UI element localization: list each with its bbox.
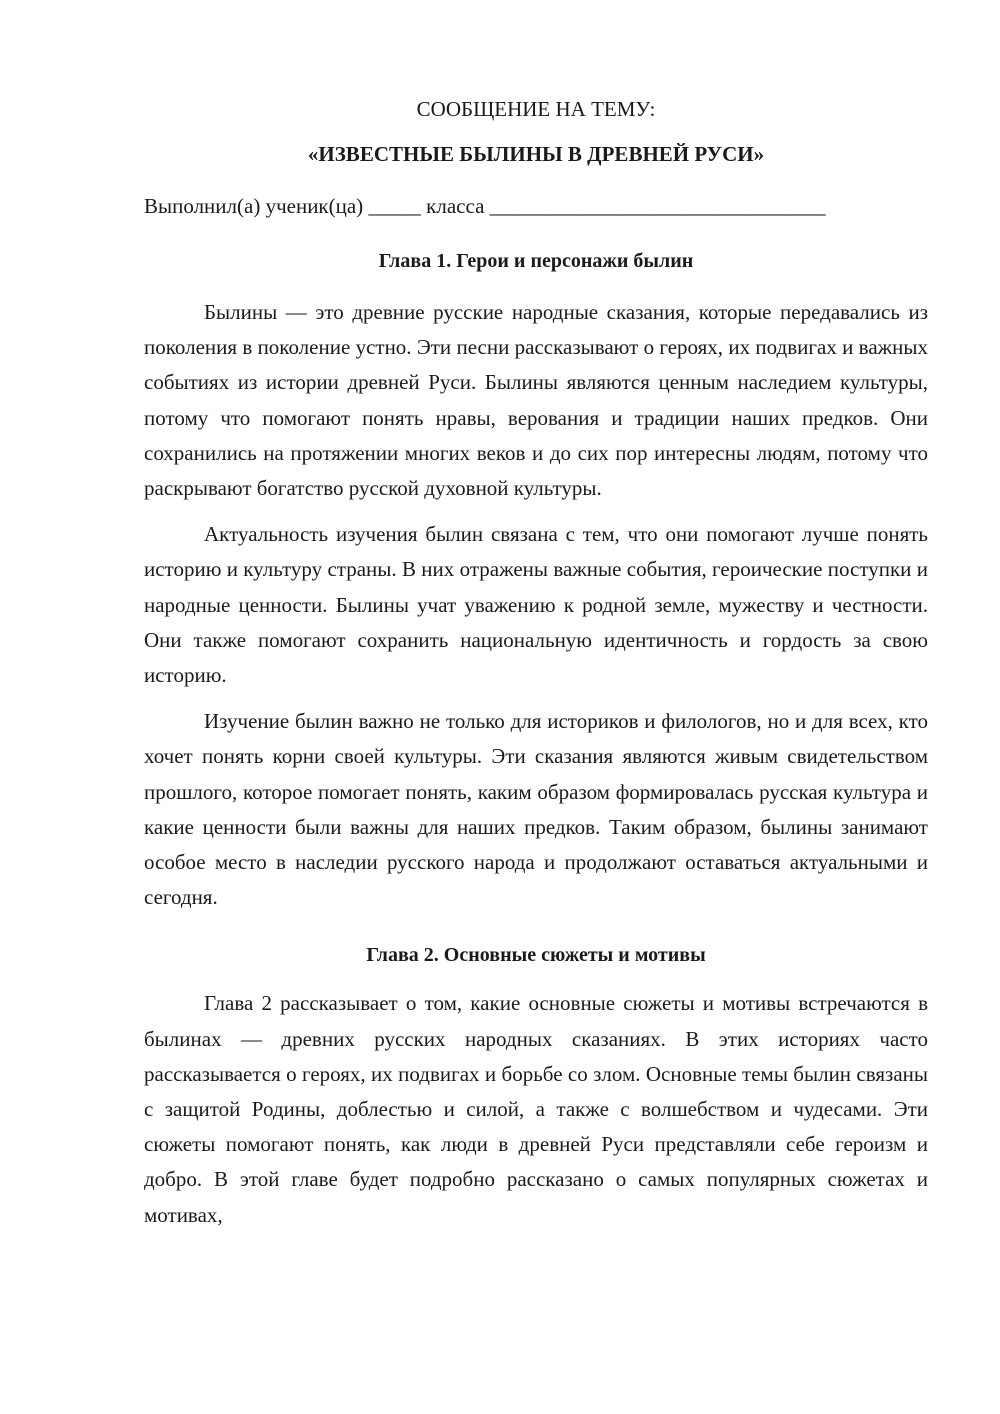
chapter-1-paragraph-1: Былины — это древние русские народные сказания, которые передавались из поколения в поколение устно. Эти песни рассказывают о героях, их подвигах и важных событиях из истории древней Руси. Былины являются ценным наследием культуры, потому что помогают понять нравы, верования и традиции наших предков. Они сохранились на протяжении многих веков и до сих пор интересны людям, потому что раскрывают богатство русской духовной культуры. <box>144 300 928 501</box>
document-page <box>144 92 928 1233</box>
chapter-2-heading: Глава 2. Основные сюжеты и мотивы <box>366 944 706 967</box>
document-title-line-2: «ИЗВЕСТНЫЕ БЫЛИНЫ В ДРЕВНЕЙ РУСИ» <box>307 142 765 166</box>
chapter-1-paragraph-3: Изучение былин важно не только для историков и филологов, но и для всех, кто хочет понять корни своей культуры. Эти сказания являются живым свидетельством прошлого, которое помогает понять, каким образом формировалась русская культура и какие ценности были важны для наших предков. Таким образом, былины занимают особое место в наследии русского народа и продолжают оставаться актуальными и сегодня. <box>144 709 928 910</box>
chapter-1-heading: Глава 1. Герои и персонажи былин <box>378 250 694 272</box>
document-title-line-1: СООБЩЕНИЕ НА ТЕМУ: <box>416 97 656 121</box>
chapter-2-paragraph-1: Глава 2 рассказывает о том, какие основные сюжеты и мотивы встречаются в былинах — древних русских народных сказаниях. В этих историях часто рассказывается о героях, их подвигах и борьбе со злом. Основные темы былин связаны с защитой Родины, доблестью и силой, а также с волшебством и чудесами. Эти сюжеты помогают понять, как люди в древней Руси представляли себе героизм и добро. В этой главе будет подробно рассказано о самых популярных сюжетах и мотивах, <box>144 991 928 1227</box>
chapter-1-paragraph-2: Актуальность изучения былин связана с тем, что они помогают лучше понять историю и культуру страны. В них отражены важные события, героические поступки и народные ценности. Былины учат уважению к родной земле, мужеству и честности. Они также помогают сохранить национальную идентичность и гордость за свою историю. <box>144 522 928 688</box>
signature-line: Выполнил(а) ученик(ца) _____ класса ________________________________ <box>144 194 826 218</box>
